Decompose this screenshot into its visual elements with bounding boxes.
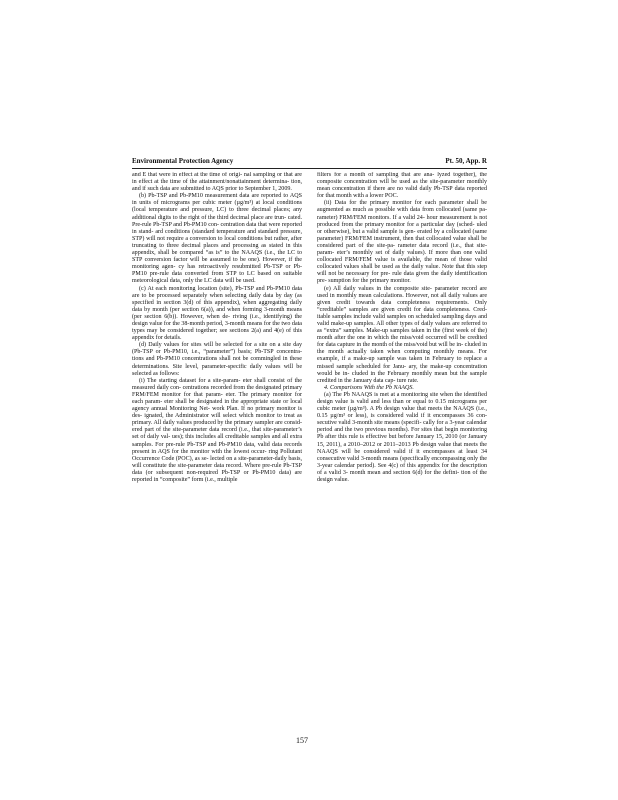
paragraph: (e) All daily values in the composite site- parameter record are used in monthly mean calculations. However, not all daily values are given credit towards data completeness requirements. Only “creditable” samples are given credit for data completeness. Cred- itable samples include valid samples on scheduled sampling days and valid make-up samples. All other types of daily values are referred to as “extra” samples. Make-up samples taken in the (first week of the) month after the one in which the miss/void occurred will be credited for data capture in the month of the miss/void but will be in- cluded in the month actually taken when computing monthly means. For example, if a make-up sample was taken in February to replace a missed sample scheduled for Janu- ary, the make-up concentration would be in- cluded in the February monthly mean but the sample credited in the January data cap- ture rate. xyxy=(317,285,487,384)
paragraph: (a) The Pb NAAQS is met at a monitoring site when the identified design value is valid and less than or equal to 0.15 micrograms per cubic meter (µg/m³). A Pb design value that meets the NAAQS (i.e., 0.15 µg/m³ or less), is considered valid if it encompasses 36 con- secutive valid 3-month site means (specifi- cally for a 3-year calendar period and the two previous months). For sites that begin monitoring Pb after this rule is effective but before January 15, 2010 (or January 15, 2011), a 2010–2012 or 2011–2013 Pb design value that meets the NAAQS will be considered valid if it encompasses at least 34 consecutive valid 3-month means (specifically encompassing only the 3-year calendar period). See 4(c) of this appendix for the description of a valid 3- month mean and section 6(d) for the defini- tion of the design value. xyxy=(317,391,487,484)
right-column xyxy=(317,172,487,727)
section-heading: 4. Comparisons With the Pb NAAQS. xyxy=(324,384,414,391)
header-part-reference: Pt. 50, App. R xyxy=(445,157,487,165)
paragraph: and E that were in effect at the time of origi- nal sampling or that are in effect at the time of the attainment/nonattainment determina- tion, and if such data are submitted to AQS prior to September 1, 2009. xyxy=(132,172,302,193)
page-number: 157 xyxy=(296,736,308,745)
header-title: Environmental Protection Agency xyxy=(132,157,234,165)
paragraph: (ii) Data for the primary monitor for each parameter shall be augmented as much as possible with data from collocated (same pa- rameter) FRM/FEM monitors. If a valid 24- hour measurement is not produced from the primary monitor for a particular day (sched- uled or otherwise), but a valid sample is gen- erated by a collocated (same parameter) FRM/FEM instrument, then that collocated value shall be considered part of the site-pa- rameter data record (i.e., that site-param- eter’s monthly set of daily values). If more than one valid collocated FRM/FEM value is available, the mean of those valid collocated values shall be used as the daily value. Note that this step will not be necessary for pre- rule data given the daily identification pre- sumption for the primary monitor. xyxy=(317,200,487,285)
header-rule xyxy=(132,168,487,169)
paragraph: (b) Pb-TSP and Pb-PM10 measurement data are reported to AQS in units of micrograms per cubic meter (µg/m³) at local conditions (local temperature and pressure, LC) to three decimal places; any additional digits to the right of the third decimal place are trun- cated. Pre-rule Pb-TSP and Pb-PM10 con- centration data that were reported in stand- ard conditions (standard temperature and standard pressure, STP) will not require a conversion to local conditions but rather, after truncating to three decimal places and processing as stated in this appendix, shall be compared “as is” to the NAAQS (i.e., the LC to STP conversion factor will be assumed to be one). However, if the monitoring agen- cy has retroactively resubmitted Pb-TSP or Pb-PM10 pre-rule data converted from STP to LC based on suitable meteorological data, only the LC data will be used. xyxy=(132,193,302,285)
paragraph: filters for a month of sampling that are ana- lyzed together), the composite concentration will be used as the site-parameter monthly mean concentration if there are no valid daily Pb-TSP data reported for that month with a lower POC. xyxy=(317,172,487,200)
paragraph: (d) Daily values for sites will be selected for a site on a site day (Pb-TSP or Pb-PM10, i.e., “parameter”) basis; Pb-TSP concentra- tions and Pb-PM10 concentrations shall not be commingled in these determinations. Site level, parameter-specific daily values will be selected as follows: xyxy=(132,342,302,377)
left-column xyxy=(132,172,302,727)
paragraph: (i) The starting dataset for a site-param- eter shall consist of the measured daily con- centrations recorded from the designated primary FRM/FEM monitor for that param- eter. The primary monitor for each param- eter shall be designated in the appropriate state or local agency annual Monitoring Net- work Plan. If no primary monitor is des- ignated, the Administrator will select which monitor to treat as primary. All daily values produced by the primary sampler are consid- ered part of the site-parameter data record (i.e., that site-parameter’s set of daily val- ues); this includes all creditable samples and all extra samples. For pre-rule Pb-TSP and Pb-PM10 data, valid data records present in AQS for the monitor with the lowest occur- ring Pollutant Occurrence Code (POC), as se- lected on a site-parameter-daily basis, will constitute the site-parameter data record. Where pre-rule Pb-TSP data (or subsequent non-required Pb-TSP or Pb-PM10 data) are reported in “composite” form (i.e., multiple xyxy=(132,377,302,484)
paragraph: (c) At each monitoring location (site), Pb-TSP and Pb-PM10 data are to be processed separately when selecting daily data by day (as specified in section 3(d) of this appendix), when aggregating daily data by month (per section 6(a)), and when forming 3-month means (per section 6(b)). However, when de- riving (i.e., identifying) the design value for the 38-month period, 3-month means for the two data types may be considered together; see sections 2(a) and 4(e) of this appendix for details. xyxy=(132,285,302,342)
